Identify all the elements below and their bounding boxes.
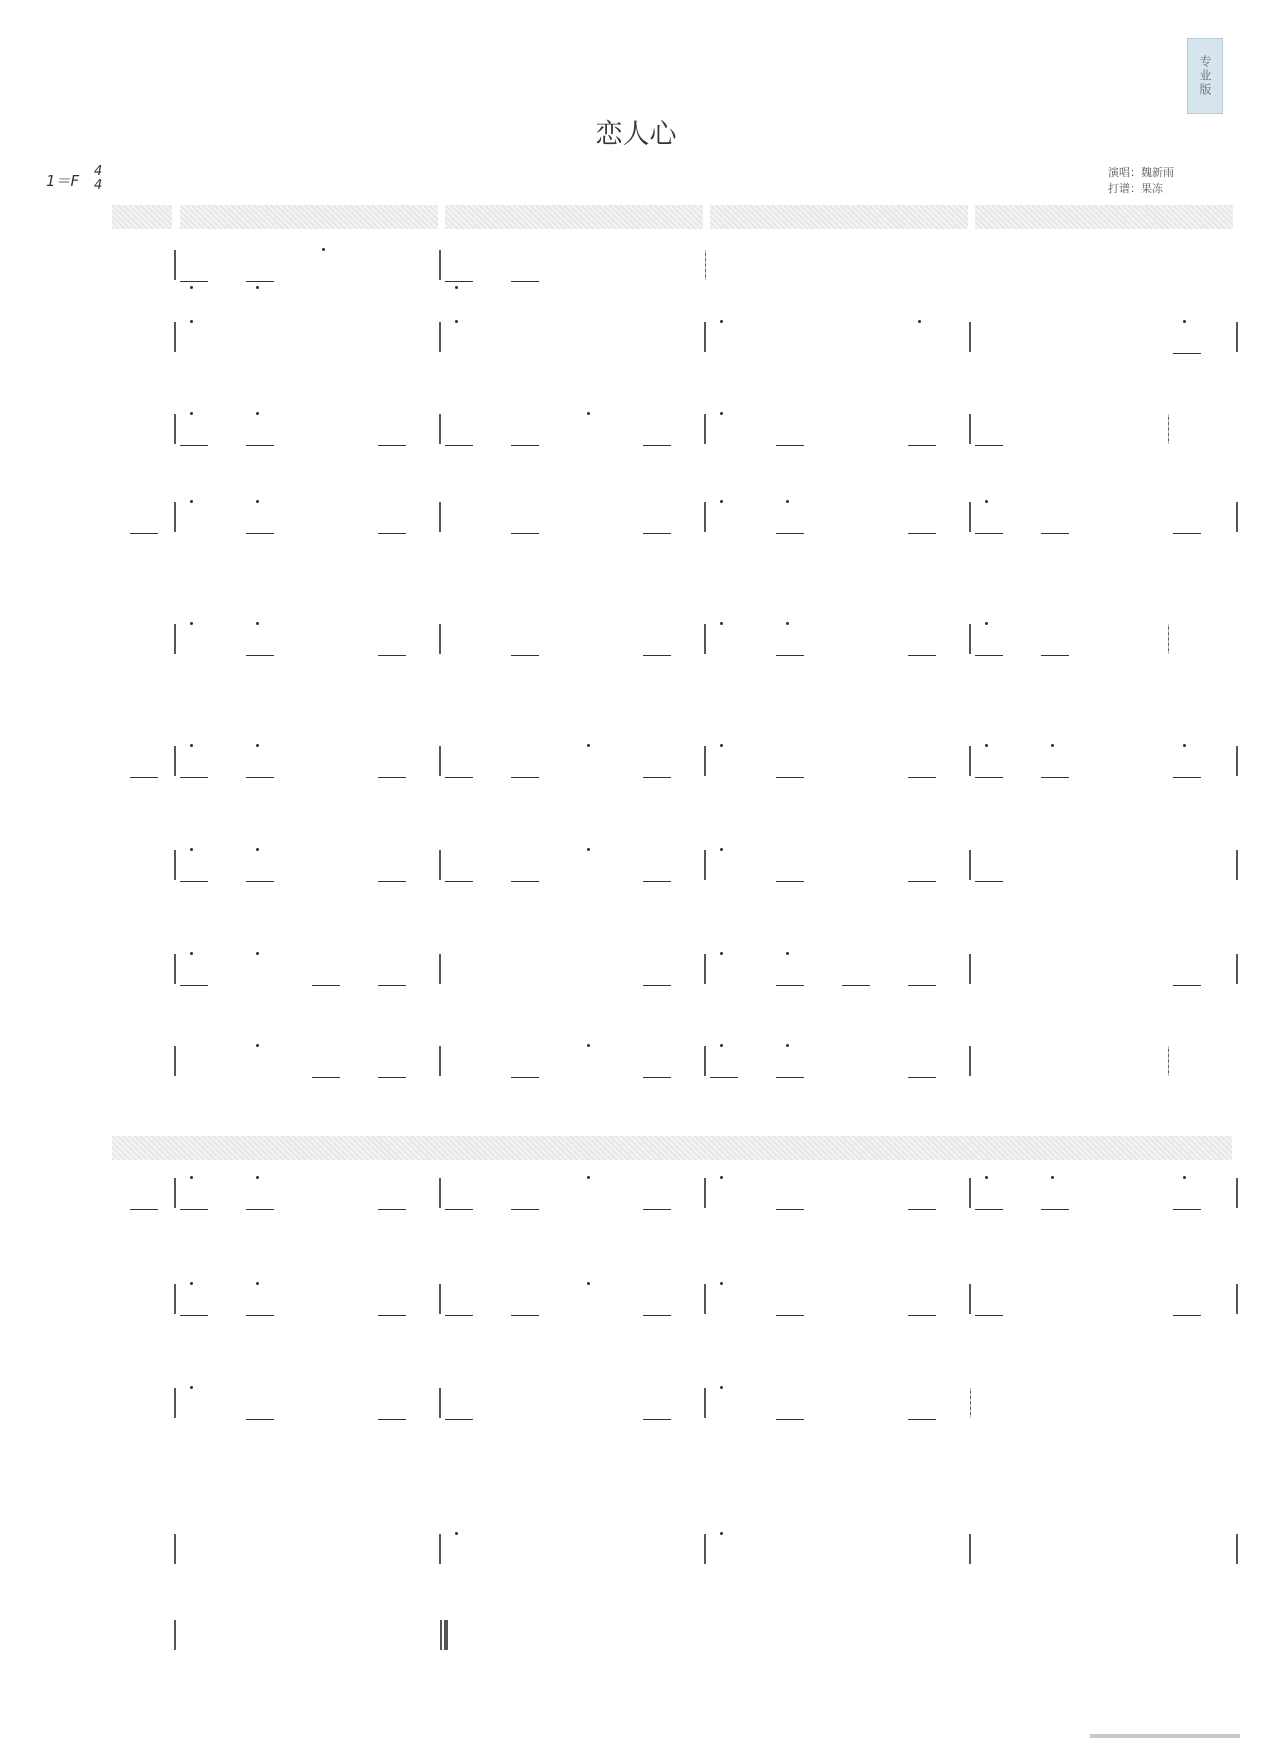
beam-underline [975, 1315, 1003, 1316]
beam-underline [1173, 1209, 1201, 1210]
beam-underline [975, 1209, 1003, 1210]
beam-underline [378, 985, 406, 986]
section-header-bar [112, 1136, 1232, 1160]
barline [704, 624, 706, 654]
measure-header-2 [445, 205, 703, 229]
beam-underline [511, 281, 539, 282]
barline [704, 850, 706, 880]
barline [969, 1284, 971, 1314]
beam-underline [130, 533, 158, 534]
arranger-credit: 打谱：果冻 [1108, 182, 1163, 195]
barline [969, 850, 971, 880]
beam-underline [1173, 353, 1201, 354]
beam-underline [378, 777, 406, 778]
barline [439, 414, 441, 444]
beam-underline [908, 1315, 936, 1316]
barline [704, 954, 706, 984]
beam-underline [908, 777, 936, 778]
beam-underline [378, 1315, 406, 1316]
barline [174, 502, 176, 532]
time-bottom: 4 [94, 178, 103, 193]
octave-dot [190, 1282, 193, 1285]
beam-underline [776, 881, 804, 882]
beam-underline [445, 881, 473, 882]
barline [1168, 1046, 1169, 1076]
octave-dot [720, 1044, 723, 1047]
beam-underline [180, 1209, 208, 1210]
barline [1236, 850, 1238, 880]
beam-underline [511, 1077, 539, 1078]
octave-dot [786, 1044, 789, 1047]
barline [439, 1284, 441, 1314]
octave-dot [587, 1044, 590, 1047]
performer-credit: 演唱：魏新雨 [1108, 166, 1174, 179]
beam-underline [643, 533, 671, 534]
beam-underline [312, 985, 340, 986]
beam-underline [776, 1077, 804, 1078]
beam-underline [776, 533, 804, 534]
measure-header-4 [975, 205, 1233, 229]
beam-underline [643, 777, 671, 778]
barline [704, 1388, 706, 1418]
octave-dot [322, 248, 325, 251]
octave-dot [1183, 1176, 1186, 1179]
octave-dot [720, 1282, 723, 1285]
beam-underline [643, 655, 671, 656]
beam-underline [776, 1315, 804, 1316]
barline [1236, 1178, 1238, 1208]
song-title: 恋人心 [595, 119, 677, 150]
beam-underline [312, 1077, 340, 1078]
beam-underline [246, 281, 274, 282]
beam-underline [908, 533, 936, 534]
octave-dot [256, 500, 259, 503]
beam-underline [511, 881, 539, 882]
octave-dot [587, 412, 590, 415]
beam-underline [776, 655, 804, 656]
beam-underline [246, 777, 274, 778]
octave-dot [1183, 744, 1186, 747]
octave-dot [190, 320, 193, 323]
beam-underline [445, 1209, 473, 1210]
beam-underline [511, 533, 539, 534]
barline [969, 1046, 971, 1076]
beam-underline [246, 655, 274, 656]
octave-dot [985, 500, 988, 503]
key-signature: 1＝F [46, 172, 80, 190]
beam-underline [643, 985, 671, 986]
octave-dot [587, 848, 590, 851]
beam-underline [1041, 655, 1069, 656]
barline [969, 1178, 971, 1208]
beam-underline [776, 1209, 804, 1210]
time-signature [94, 165, 102, 193]
time-top: 4 [94, 164, 103, 179]
beam-underline [246, 1315, 274, 1316]
octave-dot [587, 744, 590, 747]
barline [970, 1388, 971, 1418]
octave-dot [720, 952, 723, 955]
beam-underline [908, 1419, 936, 1420]
beam-underline [975, 655, 1003, 656]
barline [174, 624, 176, 654]
beam-underline [180, 985, 208, 986]
octave-dot [190, 1386, 193, 1389]
beam-underline [975, 533, 1003, 534]
octave-dot [190, 412, 193, 415]
barline [174, 414, 176, 444]
beam-underline [511, 655, 539, 656]
octave-dot [587, 1282, 590, 1285]
beam-underline [975, 881, 1003, 882]
beam-underline [246, 445, 274, 446]
barline [440, 1620, 442, 1650]
octave-dot [720, 1386, 723, 1389]
octave-dot [720, 1532, 723, 1535]
measure-header-3 [710, 205, 968, 229]
octave-dot [587, 1176, 590, 1179]
beam-underline [1041, 533, 1069, 534]
beam-underline [246, 881, 274, 882]
beam-underline [246, 533, 274, 534]
barline [439, 1178, 441, 1208]
barline [439, 322, 441, 352]
octave-dot [720, 412, 723, 415]
barline [174, 746, 176, 776]
barline [969, 746, 971, 776]
beam-underline [710, 1077, 738, 1078]
octave-dot [720, 500, 723, 503]
barline [174, 1284, 176, 1314]
beam-underline [378, 533, 406, 534]
barline [174, 1388, 176, 1418]
beam-underline [180, 777, 208, 778]
barline [174, 250, 176, 280]
beam-underline [1173, 777, 1201, 778]
beam-underline [1173, 533, 1201, 534]
octave-dot [985, 1176, 988, 1179]
barline [174, 1046, 176, 1076]
final-barline [444, 1620, 448, 1650]
octave-dot [256, 848, 259, 851]
beam-underline [908, 655, 936, 656]
beam-underline [445, 1315, 473, 1316]
beam-underline [511, 777, 539, 778]
octave-dot [190, 286, 193, 289]
measure-header-1 [180, 205, 438, 229]
beam-underline [180, 881, 208, 882]
beam-underline [511, 1315, 539, 1316]
beam-underline [445, 777, 473, 778]
beam-underline [908, 1209, 936, 1210]
barline [174, 1178, 176, 1208]
octave-dot [256, 744, 259, 747]
beam-underline [378, 1077, 406, 1078]
barline [969, 1534, 971, 1564]
barline [704, 502, 706, 532]
beam-underline [445, 281, 473, 282]
beam-underline [776, 445, 804, 446]
beam-underline [1173, 985, 1201, 986]
barline [1236, 322, 1238, 352]
barline [1168, 624, 1169, 654]
barline [1236, 1284, 1238, 1314]
beam-underline [643, 1209, 671, 1210]
beam-underline [1173, 1315, 1201, 1316]
barline [174, 850, 176, 880]
barline [439, 1046, 441, 1076]
octave-dot [190, 1176, 193, 1179]
beam-underline [908, 1077, 936, 1078]
barline [704, 1178, 706, 1208]
barline [174, 1620, 176, 1650]
beam-underline [378, 1419, 406, 1420]
barline [704, 1284, 706, 1314]
barline [704, 1046, 706, 1076]
octave-dot [1183, 320, 1186, 323]
barline [439, 954, 441, 984]
octave-dot [256, 952, 259, 955]
footer-mark [1090, 1734, 1240, 1738]
beam-underline [975, 777, 1003, 778]
octave-dot [256, 1176, 259, 1179]
barline [174, 954, 176, 984]
octave-dot [256, 1044, 259, 1047]
barline [439, 250, 441, 280]
credits [1108, 165, 1174, 197]
barline [439, 1388, 441, 1418]
octave-dot [256, 622, 259, 625]
measure-header-0 [112, 205, 172, 229]
beam-underline [246, 1209, 274, 1210]
beam-underline [1041, 777, 1069, 778]
barline [1236, 1534, 1238, 1564]
beam-underline [908, 985, 936, 986]
beam-underline [643, 1315, 671, 1316]
beam-underline [180, 445, 208, 446]
octave-dot [455, 320, 458, 323]
beam-underline [1041, 1209, 1069, 1210]
octave-dot [256, 286, 259, 289]
octave-dot [455, 1532, 458, 1535]
octave-dot [190, 744, 193, 747]
barline [439, 850, 441, 880]
beam-underline [643, 445, 671, 446]
beam-underline [776, 1419, 804, 1420]
edition-stamp: 专业版 [1187, 38, 1223, 114]
octave-dot [256, 412, 259, 415]
barline [704, 1534, 706, 1564]
beam-underline [511, 1209, 539, 1210]
barline [704, 414, 706, 444]
octave-dot [720, 848, 723, 851]
octave-dot [190, 622, 193, 625]
beam-underline [643, 1419, 671, 1420]
octave-dot [985, 744, 988, 747]
octave-dot [190, 848, 193, 851]
octave-dot [720, 622, 723, 625]
octave-dot [720, 320, 723, 323]
beam-underline [908, 445, 936, 446]
beam-underline [776, 777, 804, 778]
octave-dot [455, 286, 458, 289]
beam-underline [643, 1077, 671, 1078]
beam-underline [908, 881, 936, 882]
octave-dot [720, 744, 723, 747]
beam-underline [511, 445, 539, 446]
barline [1236, 954, 1238, 984]
barline [439, 624, 441, 654]
barline [969, 624, 971, 654]
octave-dot [1051, 744, 1054, 747]
barline [969, 502, 971, 532]
barline [969, 414, 971, 444]
barline [439, 502, 441, 532]
beam-underline [180, 281, 208, 282]
beam-underline [643, 881, 671, 882]
barline [174, 322, 176, 352]
octave-dot [720, 1176, 723, 1179]
beam-underline [445, 445, 473, 446]
octave-dot [918, 320, 921, 323]
octave-dot [786, 622, 789, 625]
beam-underline [975, 445, 1003, 446]
octave-dot [190, 500, 193, 503]
octave-dot [190, 952, 193, 955]
barline [1236, 502, 1238, 532]
beam-underline [378, 445, 406, 446]
barline [1168, 414, 1169, 444]
beam-underline [130, 777, 158, 778]
barline [705, 250, 706, 280]
octave-dot [786, 952, 789, 955]
beam-underline [130, 1209, 158, 1210]
beam-underline [445, 1419, 473, 1420]
barline [969, 954, 971, 984]
beam-underline [378, 1209, 406, 1210]
barline [704, 322, 706, 352]
beam-underline [246, 1419, 274, 1420]
barline [1236, 746, 1238, 776]
beam-underline [180, 1315, 208, 1316]
beam-underline [776, 985, 804, 986]
barline [969, 322, 971, 352]
octave-dot [1051, 1176, 1054, 1179]
octave-dot [256, 1282, 259, 1285]
beam-underline [378, 881, 406, 882]
octave-dot [786, 500, 789, 503]
barline [439, 746, 441, 776]
beam-underline [842, 985, 870, 986]
barline [704, 746, 706, 776]
octave-dot [985, 622, 988, 625]
barline [439, 1534, 441, 1564]
barline [174, 1534, 176, 1564]
beam-underline [378, 655, 406, 656]
